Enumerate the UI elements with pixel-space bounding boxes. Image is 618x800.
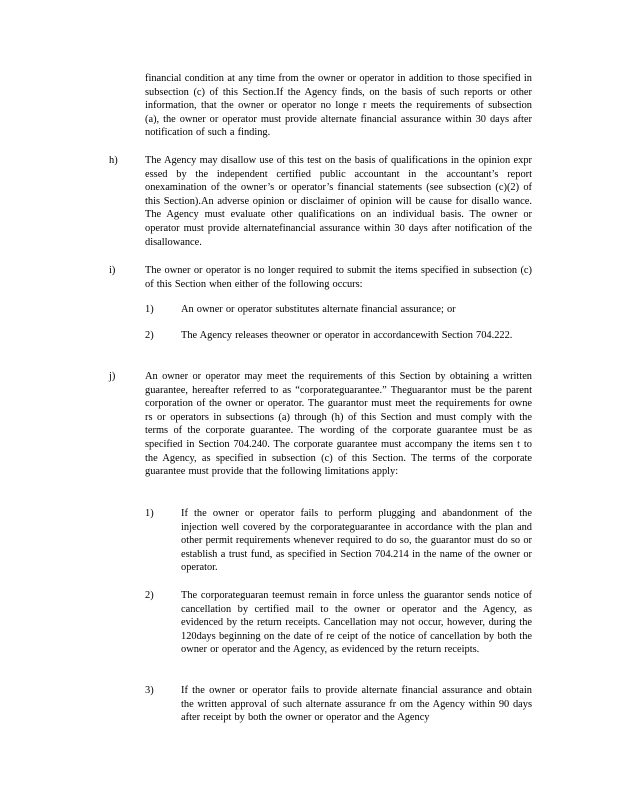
item-i-2-text: The Agency releases theowner or operator in accordancewith Section 704.222.	[181, 330, 513, 341]
item-i-text: The owner or operator is no longer required to submit the items specified in subsection (c) of this Section when either of the following occurs:	[145, 265, 532, 290]
item-j-2-marker: 2)	[145, 590, 154, 601]
item-j-text: An owner or operator may meet the requirements of this Section by obtaining a written guarantee, hereafter referred to as “corporateguarantee.” Theguarantor must be the parent corporation of the owner or operator. The guarantor must meet the requirements for owne rs or operators in subsections (a) through (h) of this Section and must comply with the terms of the corporate guarantee. The wording of the corporate guarantee must be as specified in Section 704.240. The corporate guarantee must accompany the items sen t to the Agency, as specified in subsection (c) of this Section. The terms of the corporate guarantee must provide that the following limitations apply:	[145, 371, 532, 478]
item-i-2-marker: 2)	[145, 330, 154, 341]
item-h-text: The Agency may disallow use of this test on the basis of qualifications in the opinion expr essed by the independent certified public accountant in the accountant’s report onexamination of the owner’s or operator’s financial statements (see subsection (c)(2) of this Section).An adverse opinion or disclaimer of opinion will be cause for disallo wance. The Agency must evaluate other qualifications on an individual basis. The owner or operator must provide alternatefinancial assurance within 30 days after notification of the disallowance.	[145, 155, 532, 248]
item-j-3-marker: 3)	[145, 685, 154, 696]
item-j-2-text: The corporateguaran teemust remain in force unless the guarantor sends notice of cancellation by certified mail to the owner or operator and the Agency, as evidenced by the return receipts. Cancellation may not occur, however, during the 120days beginning on the date of re ceipt of the notice of cancellation by both the owner or operator and the Agency, as evidenced by the return receipts.	[181, 590, 532, 656]
item-j-marker: j)	[109, 371, 116, 382]
item-h-marker: h)	[109, 155, 118, 166]
item-j-1-text: If the owner or operator fails to perform plugging and abandonment of the injection well covered by the corporateguarantee in accordance with the plan and other permit requirements whenever required to do so, the guarantor must do so or establish a trust fund, as specified in Section 704.214 in the name of the owner or operator.	[181, 508, 532, 574]
item-j-1-marker: 1)	[145, 508, 154, 519]
continued-paragraph: financial condition at any time from the owner or operator in addition to those specified in subsection (c) of this Section.If the Agency finds, on the basis of such reports or other information, that the owner or operator no longe r meets the requirements of subsection (a), the owner or operator must provide alternate financial assurance within 30 days after notification of such a finding.	[145, 73, 532, 139]
item-i-marker: i)	[109, 265, 116, 276]
item-j-3-text: If the owner or operator fails to provide alternate financial assurance and obtain the written approval of such alternate assurance fr om the Agency within 90 days after receipt by both the owner or operator and the Agency	[181, 685, 532, 724]
item-i-1-marker: 1)	[145, 304, 154, 315]
item-i-1-text: An owner or operator substitutes alternate financial assurance; or	[181, 304, 456, 315]
